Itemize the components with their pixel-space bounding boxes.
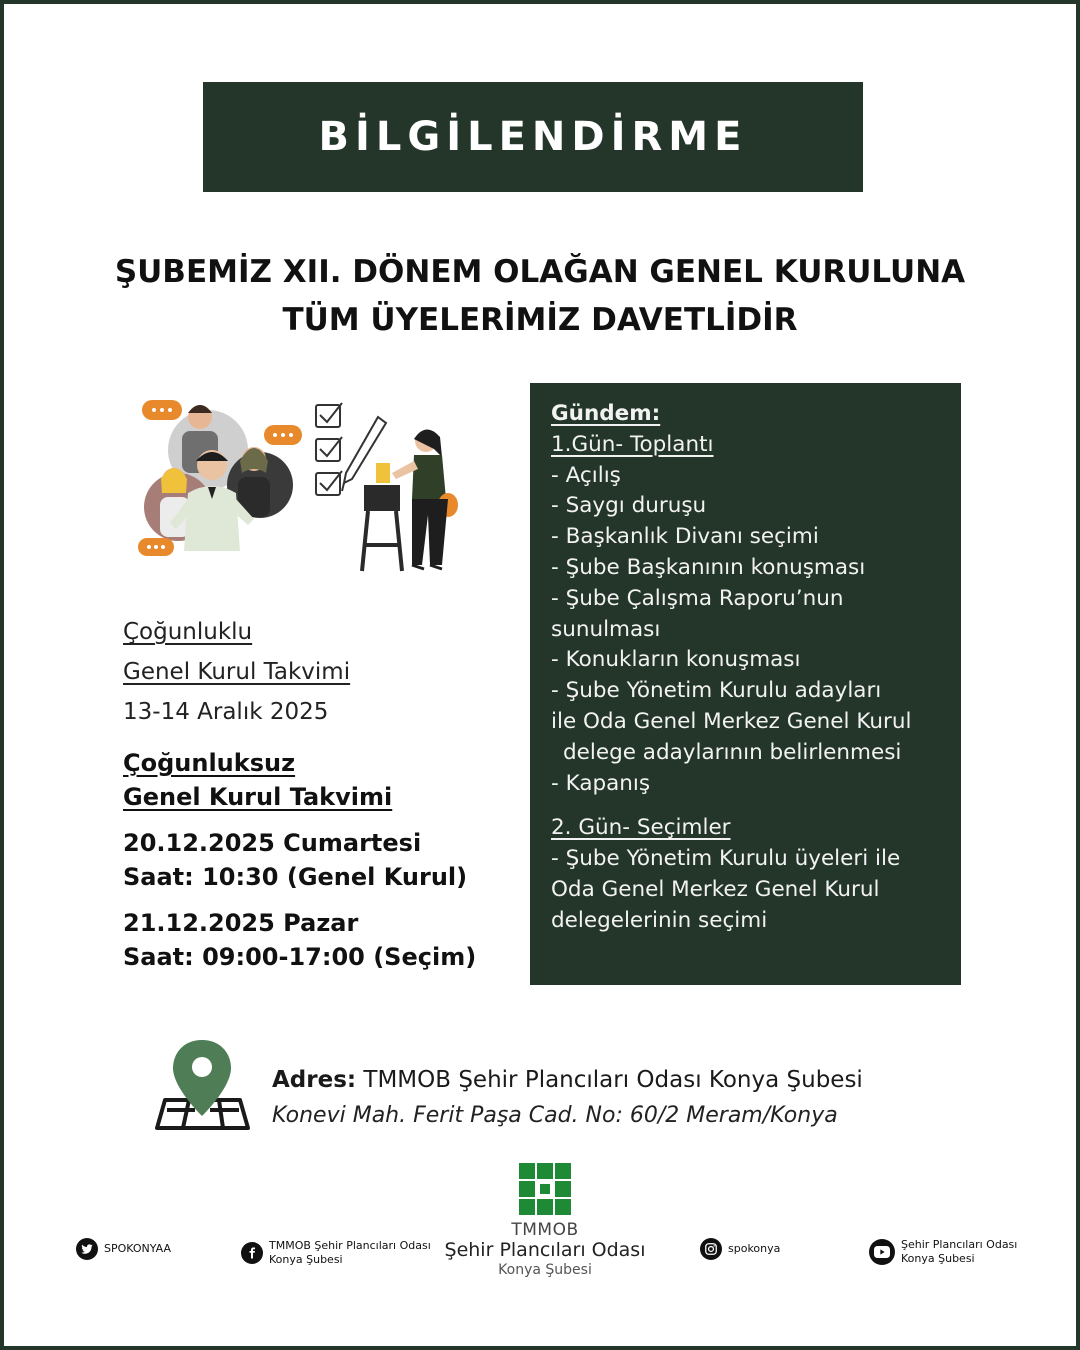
meeting-and-voting-illustration: [130, 395, 470, 580]
agenda-item: delege adaylarının belirlenmesi: [563, 739, 902, 765]
agenda-item: - Açılış: [551, 462, 621, 488]
quorum-dates: 13-14 Aralık 2025: [123, 699, 329, 725]
no-quorum-label-line-1: Çoğunluksuz: [123, 749, 296, 777]
facebook-text: [269, 1239, 431, 1267]
agenda-item: - Şube Yönetim Kurulu üyeleri ile: [551, 846, 901, 872]
agenda-item: delegelerinin seçimi: [551, 907, 768, 933]
agenda-panel: [530, 383, 961, 985]
calendar-section: [123, 612, 523, 974]
youtube-icon: [869, 1239, 895, 1265]
agenda-item: - Konukların konuşması: [551, 647, 801, 673]
youtube-text: [901, 1238, 1017, 1266]
no-quorum-day2-date: 21.12.2025 Pazar: [123, 909, 359, 937]
no-quorum-day2-time: Saat: 09:00-17:00 (Seçim): [123, 943, 477, 971]
tmmob-logo: [440, 1163, 650, 1279]
facebook-link[interactable]: [241, 1239, 431, 1267]
no-quorum-day1-date: 20.12.2025 Cumartesi: [123, 829, 422, 857]
map-pin-icon: [155, 1038, 250, 1133]
banner: [203, 82, 863, 192]
twitter-link[interactable]: [76, 1238, 171, 1260]
agenda-day1-title: 1.Gün- Toplantı: [551, 431, 714, 457]
banner-title: BİLGİLENDİRME: [318, 114, 748, 160]
tmmob-logo-mark: [519, 1163, 571, 1215]
instagram-icon: [700, 1238, 722, 1260]
ballot-box-icon: [362, 463, 402, 571]
agenda-item: - Şube Yönetim Kurulu adayları: [551, 678, 882, 704]
facebook-line-1: TMMOB Şehir Plancıları Odası: [269, 1239, 431, 1252]
agenda-item: - Şube Çalışma Raporu’nun: [551, 585, 844, 611]
twitter-handle: SPOKONYAA: [104, 1242, 171, 1255]
agenda-item: sunulması: [551, 616, 661, 642]
no-quorum-label-line-2: Genel Kurul Takvimi: [123, 783, 393, 811]
instagram-handle: spokonya: [728, 1242, 781, 1255]
address-label: Adres:: [272, 1067, 357, 1093]
headline-line-1: ŞUBEMİZ XII. DÖNEM OLAĞAN GENEL KURULUNA: [114, 254, 966, 290]
address-line-1: [272, 1062, 1052, 1098]
no-quorum-day1-time: Saat: 10:30 (Genel Kurul): [123, 863, 468, 891]
headline-line-2: TÜM ÜYELERİMİZ DAVETLİDİR: [282, 302, 798, 338]
agenda-item: - Şube Başkanının konuşması: [551, 554, 866, 580]
agenda-item: Oda Genel Merkez Genel Kurul: [551, 876, 880, 902]
logo-line-3: Konya Şubesi: [498, 1262, 592, 1278]
agenda-item: ile Oda Genel Merkez Genel Kurul: [551, 708, 912, 734]
logo-line-2: Şehir Plancıları Odası: [444, 1239, 646, 1261]
quorum-label-line-2: Genel Kurul Takvimi: [123, 659, 351, 685]
youtube-line-1: Şehir Plancıları Odası: [901, 1238, 1018, 1251]
headline: [40, 248, 1040, 344]
instagram-link[interactable]: [700, 1238, 780, 1260]
agenda-item: - Kapanış: [551, 770, 651, 796]
agenda-title: Gündem:: [551, 401, 661, 426]
facebook-icon: [241, 1242, 263, 1264]
agenda-item: - Saygı duruşu: [551, 493, 707, 519]
youtube-line-2: Konya Şubesi: [901, 1252, 975, 1265]
youtube-link[interactable]: [869, 1238, 1017, 1266]
address-block: [272, 1062, 1052, 1134]
facebook-line-2: Konya Şubesi: [269, 1253, 343, 1266]
agenda-day2-title: 2. Gün- Seçimler: [551, 815, 731, 841]
twitter-icon: [76, 1238, 98, 1260]
address-line-2: Konevi Mah. Ferit Paşa Cad. No: 60/2 Meram/Konya: [272, 1103, 838, 1128]
address-org: TMMOB Şehir Plancıları Odası Konya Şubesi: [356, 1067, 863, 1093]
agenda-item: - Başkanlık Divanı seçimi: [551, 524, 819, 550]
woman-voter-figure: [392, 429, 458, 569]
quorum-label-line-1: Çoğunluklu: [123, 619, 253, 645]
logo-line-1: TMMOB: [511, 1220, 579, 1240]
checklist-icon: [316, 403, 342, 495]
